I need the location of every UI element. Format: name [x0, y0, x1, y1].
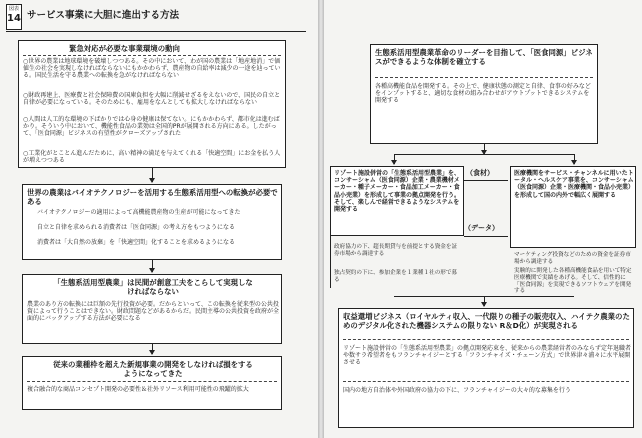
- arrow-down: [152, 168, 153, 182]
- trend-item-2: ○財政再建上、医療費と社会保障費の国庫負担を大幅に削減せざるをえないので、国民の自立と自律が必要になっている。そのためにも、雇用をなんとしても拡大しなければならない: [23, 92, 281, 107]
- food-arrow: [464, 180, 508, 181]
- resort-note-2: 独占契約の下に、参加企業を１業種１社の形で募る: [334, 270, 458, 283]
- arrow-down: [574, 154, 575, 164]
- food-label: （食材）: [466, 169, 494, 177]
- divider: [343, 381, 629, 382]
- right-page: [324, 0, 642, 438]
- leader-box: [370, 44, 598, 144]
- healthcare-note-1: マーケティング投資などのための資金を証券市場から調達する: [514, 252, 631, 265]
- branch-line: [394, 154, 574, 155]
- private-sector-heading: 「生態系活用型農業」は民間が創意工夫をこらして実現しなければならない: [53, 278, 253, 296]
- divider: [375, 77, 593, 78]
- arrow-down: [484, 144, 485, 154]
- biotech-item-2: 自立と自律を求められる消費者は「医食同源」の考え方をもつようになる: [37, 224, 236, 231]
- resort-agriculture-box: [330, 166, 464, 236]
- trend-item-4: ○工業化がとことん進んだために、高い精神の満足を与えてくれる「快適空間」にお金を払う人が増えつつある: [23, 150, 281, 165]
- divider: [23, 55, 281, 56]
- divider: [343, 339, 629, 340]
- data-label: （データ）: [464, 224, 499, 232]
- figure-number: 14: [7, 13, 21, 24]
- healthcare-heading: 医療機関をサービス・チャンネルに用いたトータル・ヘルスケア事業を、コンサーシャム（医食同源）企業・医療機関・食品小売業）を形成して国の内外で幅広く展開する: [514, 170, 635, 199]
- revenue-box: [338, 308, 634, 428]
- figure-label: 図表: [8, 6, 19, 12]
- revenue-body-2: 国内の地方自治体や外国政府の協力の下に、フランチャイジーの大々的な募集を行う: [343, 387, 571, 394]
- trend-item-3: ○人間は人工的な環境の下ばかりでは心身の健康は保てない。にもかかわらず、都市化は進むばかり。そういう中において、機能性食品の業効は全国的PRが展開される方向にある。したがって、「医食同源」ビジネスの有望性がクローズアップされた: [23, 116, 280, 138]
- arrow-down: [394, 154, 395, 164]
- environment-trends-heading: 緊急対応が必要な事業環境の動向: [69, 44, 180, 53]
- title-rule: [6, 31, 306, 32]
- new-business-body: 複合融合的な商品コンセプト開発の必要性＆社外リソース利用可能性の飛躍的拡大: [27, 386, 249, 393]
- revenue-heading: 収益還増ビジネス（ロイヤルティ収入、一代限りの種子の販売収入、ハイテク農業のためのデジタル化された機器システムの限りない R＆D化）が実現される: [343, 312, 630, 330]
- trend-item-1: ○世界の農業は地球環境を破壊しつつある。その中において、わが国の農業は「地産地消」で価値生の社会を実現しなければならないにもかかわらず、農産物の自給率は減少の一途を辿っている。国民生活を守る農業への転換を急がなければならない: [23, 58, 281, 80]
- healthcare-box: [510, 166, 636, 248]
- new-business-box: [22, 356, 282, 410]
- data-arrow: [464, 236, 508, 237]
- revenue-body-1: リゾート施設併営の「生態系活用型農業」の拠点開発応束を、従来からの農業経営者のみならず定年退職者や数サラ希望者をもフランチャイジーとする「フランチャイズ・チェーン方式」で世界津々浦々に水平展開させる: [343, 345, 632, 367]
- arrow-down: [152, 260, 153, 272]
- figure-title: サービス事業に大胆に進出する方法: [27, 10, 180, 21]
- leader-heading: 生態系活用型農業革命のリーダーを目指して、「医食同源」ビジネスができるような体制を確立する: [375, 48, 593, 66]
- left-page: [0, 0, 318, 438]
- resort-agriculture-heading: リゾート施設併営の「生態系活用型農業」を、コンサーシャム（医食同源）企業・農業機材メーカー・種子メーカー・食品加工メーカー・食品小売業）を形成して事業の拠点開発を行う。そして、楽しんで経営できるようなシステムを開発する: [334, 170, 461, 214]
- healthcare-note-2: 実験的に開発した各種高機能食品を用いて特定医療機関で実績をあげる。そして、信性的に「医食同源」を実現できるソフトウェアを開発する: [514, 268, 632, 295]
- figure-badge: [6, 4, 22, 30]
- leader-body: 各種高機能食品を開発する。その上で、健康状態の測定と自律、食事の好みなどをインプットすると、適切な食材の組み合わせがアウトプットできるシステムを開発する: [375, 83, 591, 105]
- divider: [27, 381, 277, 382]
- private-sector-body: 農業のあり方の転換には巨額の先行投資が必要。だからといって、この転換を従来型の公共投資によって行うことはできない。財政問題などがあるからだ。民間主導の公共投資を政府が全面的にバックアップする方法が必要になる: [27, 301, 280, 323]
- arrow-down: [152, 344, 153, 354]
- new-business-heading: 従来の業種枠を超えた新規事業の開発をしなければ損をするようになってきた: [53, 360, 253, 378]
- biotech-item-1: バイオテクノロジーの適用によって高機能農産物の生産が可能になってきた: [37, 209, 241, 216]
- arrow-down: [484, 296, 485, 306]
- biotech-box: [22, 184, 282, 260]
- environment-trends-box: [18, 40, 286, 168]
- private-sector-box: [22, 274, 282, 344]
- left-bracket: [330, 236, 331, 288]
- biotech-item-3: 消費者は「大自然の放棄」を「快適空間」化することを求めるようになる: [37, 239, 236, 246]
- resort-note-1: 政府協力の下、超長期貸与を前提とする資金を証券市場から調達する: [334, 244, 458, 257]
- biotech-heading: 世界の農業はバイオテクノロジーを活用する生態系活用型への転換が必要である: [27, 188, 278, 206]
